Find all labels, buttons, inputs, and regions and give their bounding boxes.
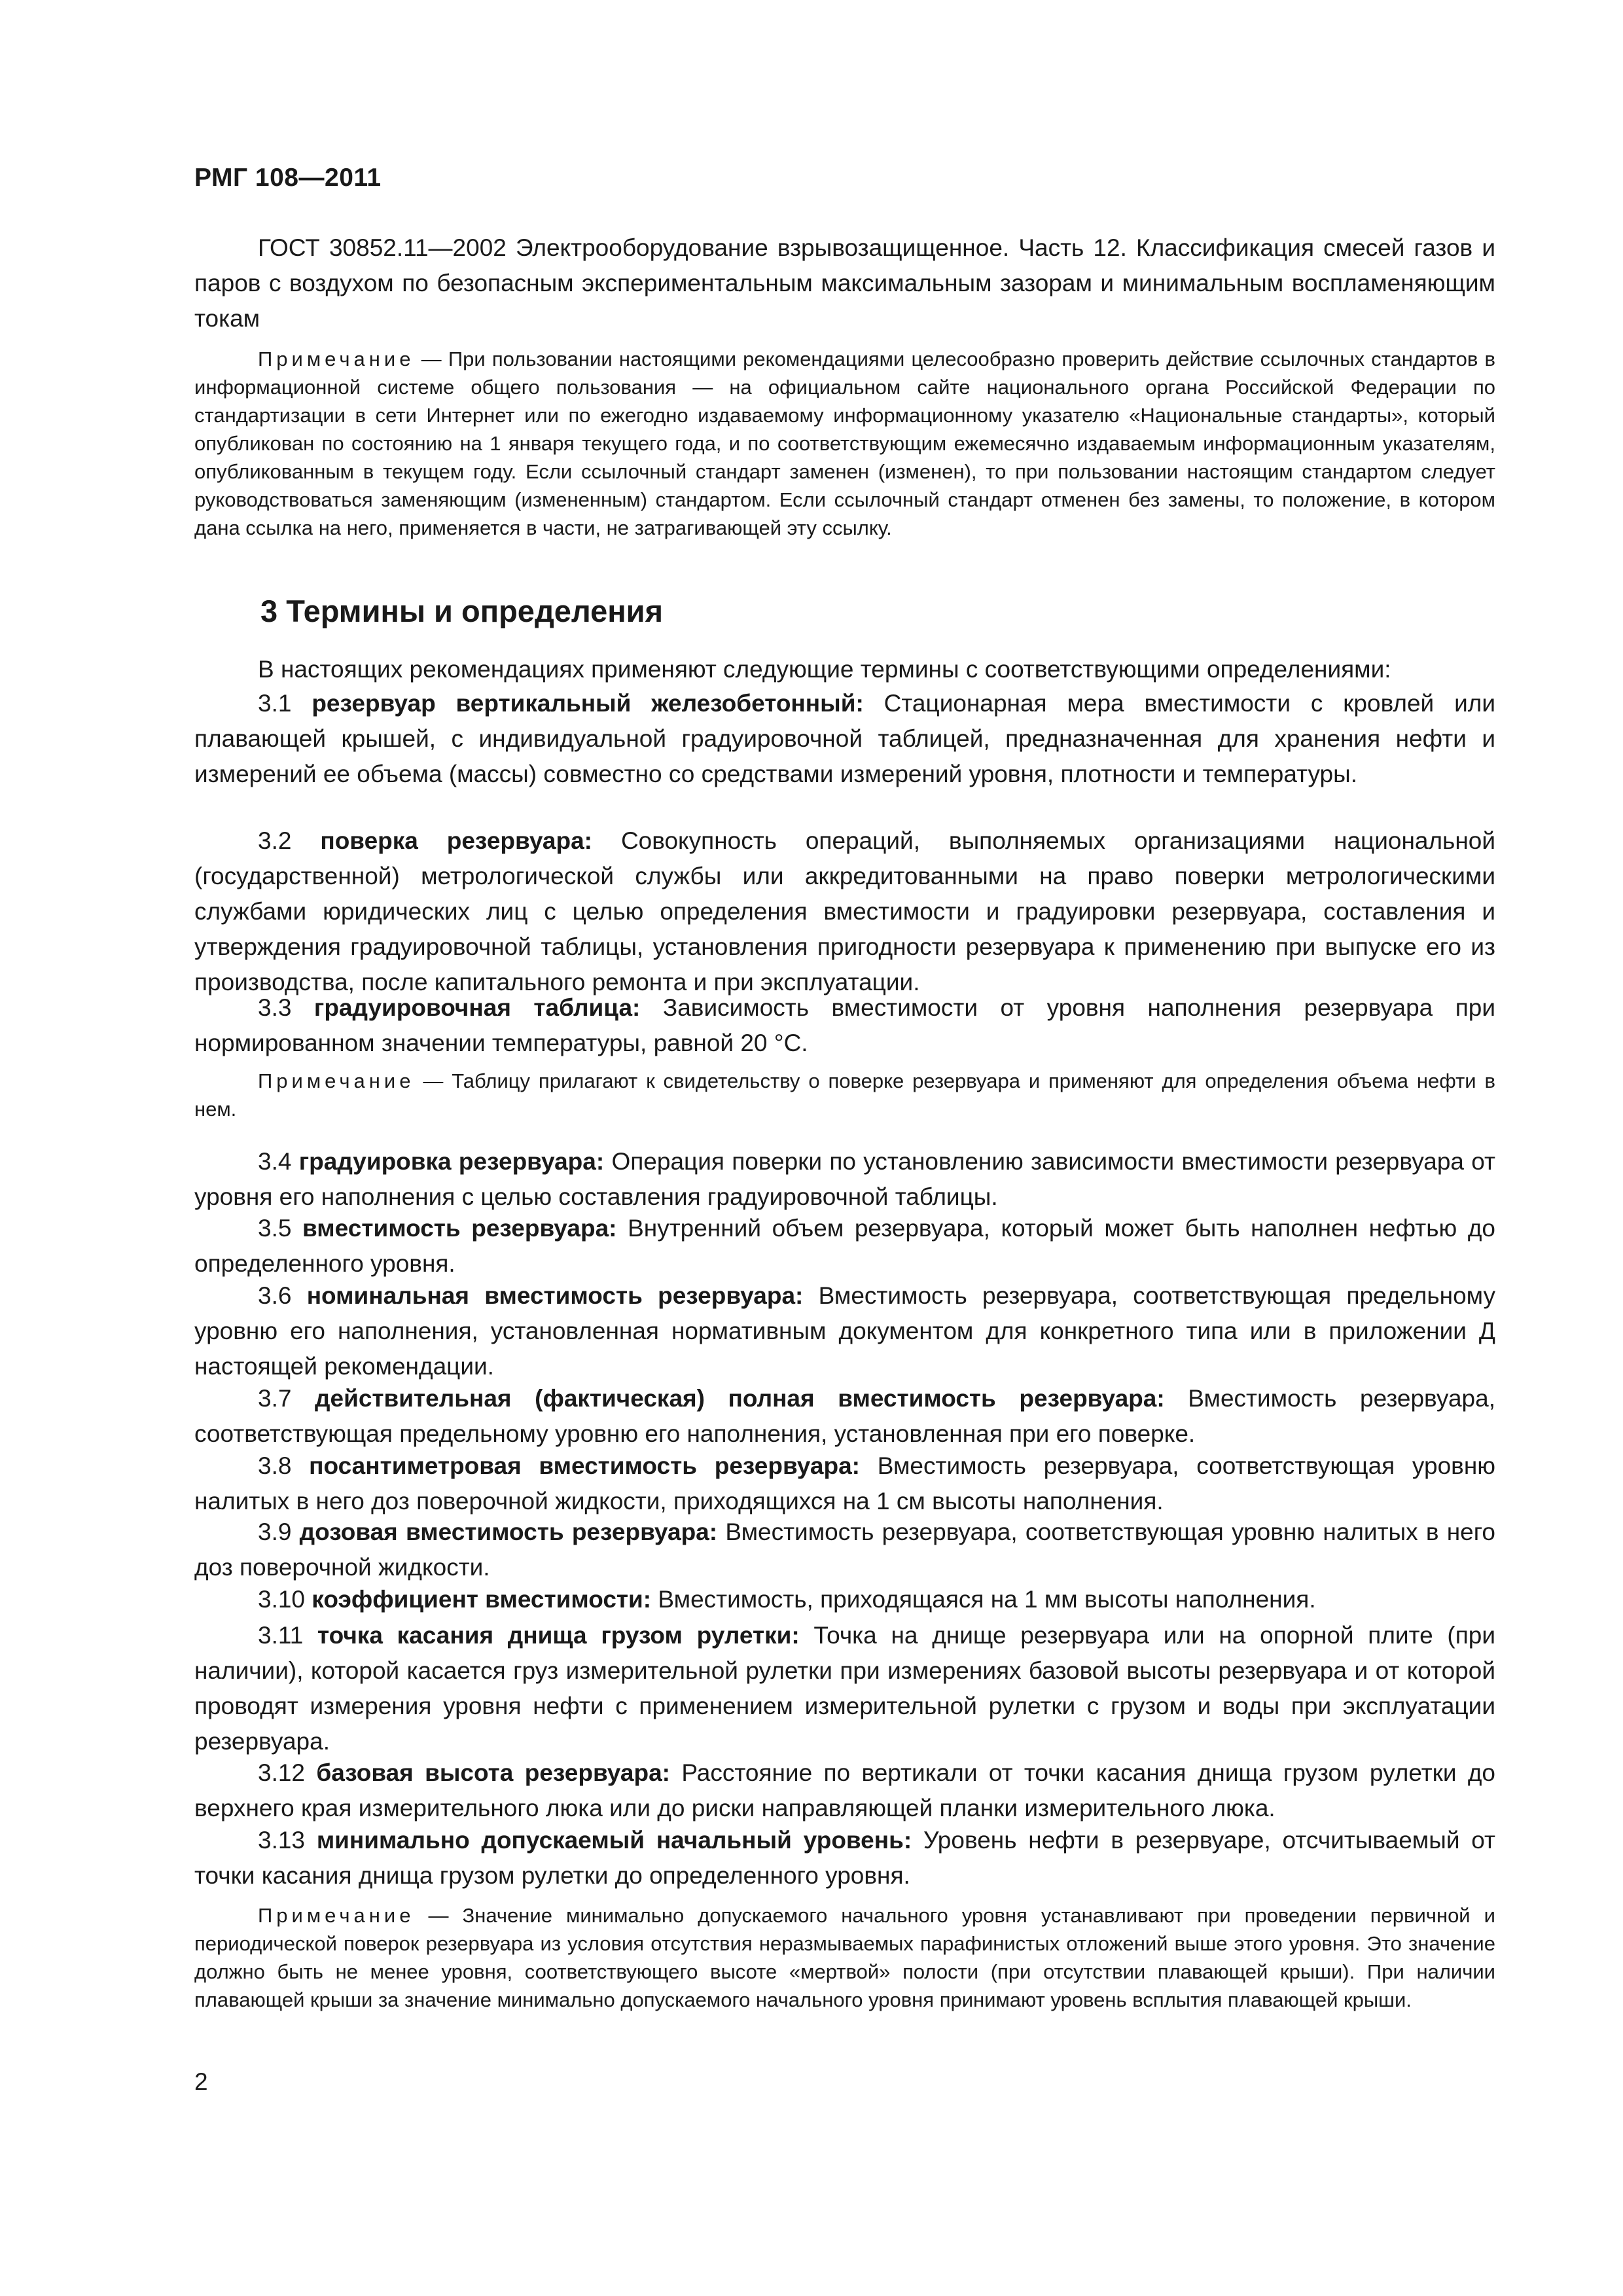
- term-definition: Внутренний объем резервуара, который может быть наполнен нефтью до определенного уровня.: [194, 1215, 1495, 1277]
- term-name: резервуар вертикальный железобетонный:: [312, 690, 864, 717]
- term-3-2: [194, 823, 1495, 1000]
- term-name: точка касания днища грузом рулетки:: [317, 1622, 800, 1649]
- term-3-11: [194, 1618, 1495, 1759]
- term-number: 3.9: [258, 1518, 292, 1545]
- term-number: 3.6: [258, 1282, 292, 1309]
- document-header: РМГ 108—2011: [194, 164, 382, 192]
- term-definition: Стационарная мера вместимости с кровлей или плавающей крышей, с индивидуальной градуировочной таблицей, предназначенная для хранения нефти и измерений ее объема (массы) совместно со средствами измерений уровня, плотности и температуры.: [194, 690, 1496, 787]
- term-3-5: [194, 1211, 1495, 1282]
- term-name: действительная (фактическая) полная вместимость резервуара:: [315, 1385, 1165, 1412]
- term-definition: Вместимость резервуара, соответствующая уровню налитых в него доз поверочной жидкости, приходящихся на 1 см высоты наполнения.: [194, 1452, 1496, 1515]
- note-calibration-table: Примечание — Таблицу прилагают к свидетельству о поверке резервуара и применяют для определения объема нефти в нем.: [194, 1069, 1495, 1121]
- term-number: 3.3: [258, 994, 292, 1021]
- term-3-8: [194, 1448, 1495, 1519]
- term-number: 3.5: [258, 1215, 292, 1242]
- term-number: 3.10: [258, 1586, 306, 1613]
- term-3-1: [194, 686, 1495, 792]
- term-3-10: [194, 1582, 1495, 1617]
- note-label: Примечание: [258, 348, 415, 370]
- note-references: Примечание — При пользовании настоящими рекомендациями целесообразно проверить действие ссылочных стандартов в информационной системе общего пользования — на официальном сайте национального органа Российской Федерации по стандартизации в сети Интернет или по ежегодно издаваемому информационному указателю «Национальные стандарты», который опубликован по состоянию на 1 января текущего года, и по соответствующим ежемесячно издаваемым информационным указателям, опубликованным в текущем году. Если ссылочный стандарт заменен (изменен), то при пользовании настоящим стандартом следует руководствоваться заменяющим (измененным) стандартом. Если ссылочный стандарт отменен без замены, то положение, в котором дана ссылка на него, применяется в части, не затрагивающей эту ссылку.: [194, 348, 1495, 539]
- term-definition: Уровень нефти в резервуаре, отсчитываемый от точки касания днища грузом рулетки до определенного уровня.: [194, 1827, 1496, 1889]
- term-name: дозовая вместимость резервуара:: [299, 1518, 718, 1545]
- term-number: 3.1: [258, 690, 292, 717]
- term-name: посантиметровая вместимость резервуара:: [309, 1452, 860, 1479]
- term-number: 3.13: [258, 1827, 306, 1854]
- reference-gost-30852-11: ГОСТ 30852.11—2002 Электрооборудование взрывозащищенное. Часть 12. Классификация смесей газов и паров с воздухом по безопасным экспериментальным максимальным зазорам и минимальным воспламеняющим токам: [194, 234, 1495, 332]
- term-number: 3.4: [258, 1148, 292, 1175]
- term-name: минимально допускаемый начальный уровень:: [316, 1827, 912, 1854]
- term-name: номинальная вместимость резервуара:: [306, 1282, 804, 1309]
- term-definition: Совокупность операций, выполняемых организациями национальной (государственной) метрологической службы или аккредитованными на право поверки метрологическими службами юридических лиц с целью определения вместимости и градуировки резервуара, составления и утверждения градуировочной таблицы, установления пригодности резервуара к применению при выпуске его из производства, после капитального ремонта и при эксплуатации.: [194, 827, 1496, 996]
- note-label: Примечание: [258, 1069, 415, 1092]
- term-3-13: [194, 1823, 1495, 1893]
- note-text: Значение минимально допускаемого начального уровня устанавливают при проведении первичной и периодической поверок резервуара из условия отсутствия неразмываемых парафинистых отложений выше этого уровня. Это значение должно быть не менее уровня, соответствующего высоте «мертвой» полости (при отсутствии плавающей крыши). При наличии плавающей крыши за значение минимально допускаемого начального уровня принимают уровень всплытия плавающей крыши.: [194, 1904, 1495, 2011]
- term-3-4: [194, 1144, 1495, 1215]
- term-3-7: [194, 1381, 1495, 1452]
- term-number: 3.11: [258, 1622, 304, 1649]
- term-definition: Вместимость резервуара, соответствующая предельному уровню его наполнения, установленная нормативным документом для конкретного типа или в приложении Д настоящей рекомендации.: [194, 1282, 1495, 1380]
- section-title: 3 Термины и определения: [260, 594, 663, 628]
- section-intro: В настоящих рекомендациях применяют следующие термины с соответствующими определениями:: [258, 656, 1391, 683]
- term-name: коэффициент вместимости:: [312, 1586, 652, 1613]
- term-definition: Зависимость вместимости от уровня наполнения резервуара при нормированном значении температуры, равной 20 °С.: [194, 994, 1496, 1056]
- note-text: Таблицу прилагают к свидетельству о поверке резервуара и применяют для определения объема нефти в нем.: [194, 1069, 1495, 1121]
- term-name: градуировка резервуара:: [298, 1148, 605, 1175]
- term-name: базовая высота резервуара:: [316, 1759, 670, 1786]
- term-name: поверка резервуара:: [320, 827, 593, 854]
- term-3-3: [194, 990, 1495, 1061]
- note-label: Примечание: [258, 1904, 415, 1927]
- term-definition: Точка на днище резервуара или на опорной плите (при наличии), которой касается груз измерительной рулетки при измерениях базовой высоты резервуара и от которой проводят измерения уровня нефти с применением измерительной рулетки с грузом и воды при эксплуатации резервуара.: [194, 1622, 1496, 1755]
- term-3-12: [194, 1755, 1495, 1826]
- term-definition: Операция поверки по установлению зависимости вместимости резервуара от уровня его наполнения с целью составления градуировочной таблицы.: [194, 1148, 1496, 1210]
- term-definition: Вместимость резервуара, соответствующая уровню налитых в него доз поверочной жидкости.: [194, 1518, 1496, 1581]
- note-min-level: Примечание — Значение минимально допускаемого начального уровня устанавливают при проведении первичной и периодической поверок резервуара из условия отсутствия неразмываемых парафинистых отложений выше этого уровня. Это значение должно быть не менее уровня, соответствующего высоте «мертвой» полости (при отсутствии плавающей крыши). При наличии плавающей крыши за значение минимально допускаемого начального уровня принимают уровень всплытия плавающей крыши.: [194, 1904, 1495, 2011]
- term-3-6: [194, 1278, 1495, 1384]
- page-number: 2: [194, 2068, 208, 2095]
- note-text: При пользовании настоящими рекомендациями целесообразно проверить действие ссылочных стандартов в информационной системе общего пользования — на официальном сайте национального органа Российской Федерации по стандартизации в сети Интернет или по ежегодно издаваемому информационному указателю «Национальные стандарты», который опубликован по состоянию на 1 января текущего года, и по соответствующим ежемесячно издаваемым информационным указателям, опубликованным в текущем году. Если ссылочный стандарт заменен (изменен), то при пользовании настоящим стандартом следует руководствоваться заменяющим (измененным) стандартом. Если ссылочный стандарт отменен без замены, то положение, в котором дана ссылка на него, применяется в части, не затрагивающей эту ссылку.: [194, 348, 1495, 539]
- term-definition: Вместимость, приходящаяся на 1 мм высоты наполнения.: [658, 1586, 1316, 1613]
- term-name: градуировочная таблица:: [313, 994, 641, 1021]
- term-number: 3.8: [258, 1452, 292, 1479]
- term-number: 3.12: [258, 1759, 306, 1786]
- term-number: 3.2: [258, 827, 292, 854]
- term-definition: Вместимость резервуара, соответствующая предельному уровню его наполнения, установленная при его поверке.: [194, 1385, 1495, 1447]
- term-definition: Расстояние по вертикали от точки касания днища грузом рулетки до верхнего края измерительного люка или до риски направляющей планки измерительного люка.: [194, 1759, 1496, 1821]
- term-number: 3.7: [258, 1385, 292, 1412]
- term-3-9: [194, 1515, 1495, 1585]
- term-name: вместимость резервуара:: [302, 1215, 617, 1242]
